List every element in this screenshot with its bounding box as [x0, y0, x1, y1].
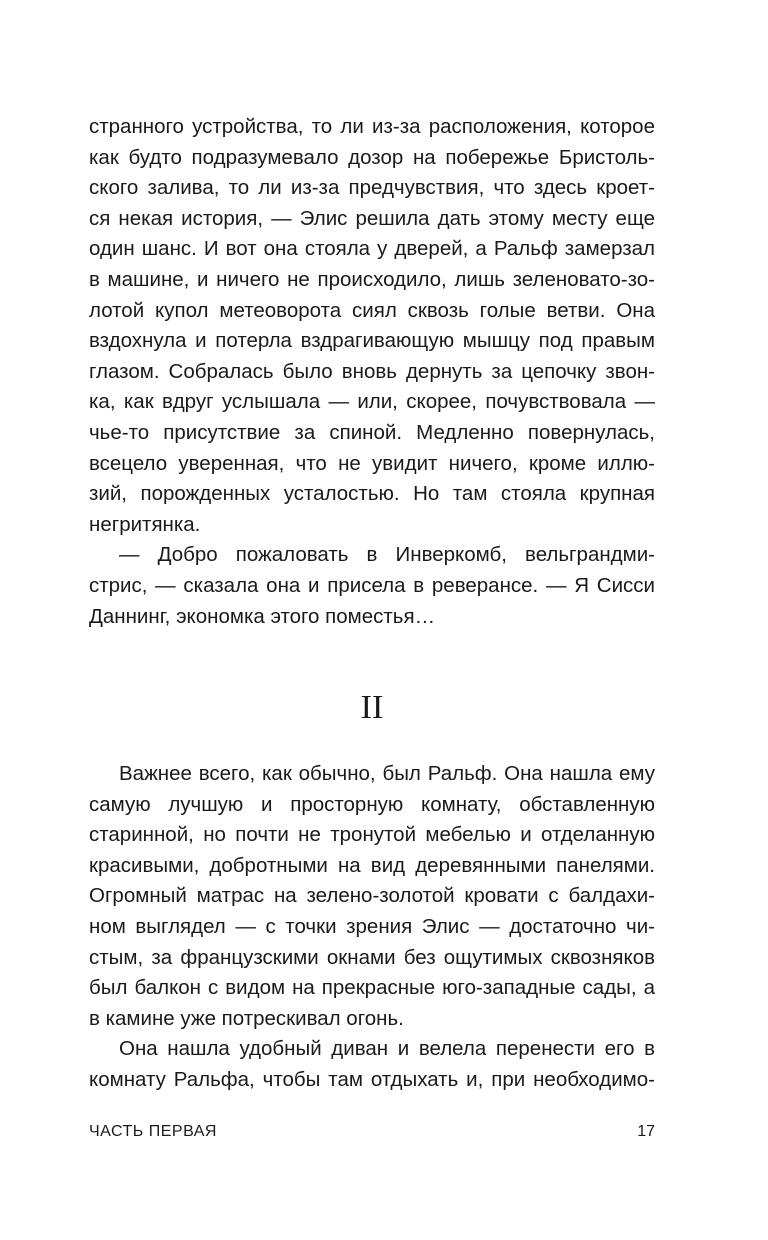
text-block-2: [89, 759, 655, 1096]
text-line: вздохнула и потерла вздрагивающую мышцу под правым: [89, 329, 655, 353]
text-line: в камине уже потрескивал огонь.: [89, 1006, 404, 1030]
running-footer-section: ЧАСТЬ ПЕРВАЯ: [89, 1123, 217, 1140]
text-line: один шанс. И вот она стояла у дверей, а Ральф замерзал: [89, 237, 655, 261]
text-line: зий, порожденных усталостью. Но там стояла крупная: [89, 482, 655, 506]
text-line: Важнее всего, как обычно, был Ральф. Она нашла ему: [119, 762, 655, 785]
text-line: в машине, и ничего не происходило, лишь зеленовато-зо-: [89, 267, 655, 291]
text-line: негритянка.: [89, 512, 201, 536]
page-footer: [89, 1120, 655, 1144]
text-line: глазом. Собралась было вновь дернуть за цепочку звон-: [89, 359, 655, 383]
text-line: старинной, но почти не тронутой мебелью и отделанную: [89, 823, 655, 847]
text-line: самую лучшую и просторную комнату, обставленную: [89, 792, 655, 816]
text-line: стым, за французскими окнами без ощутимых сквозняков: [89, 945, 655, 969]
text-line: ся некая история, — Элис решила дать этому месту еще: [89, 206, 655, 230]
chapter-heading: II: [360, 689, 384, 726]
text-line: лотой купол метеоворота сиял сквозь голые ветви. Она: [89, 298, 655, 322]
page-number: 17: [637, 1123, 655, 1140]
text-line: ского залива, то ли из-за предчувствия, что здесь кроет-: [89, 176, 655, 200]
text-line: Огромный матрас на зелено-золотой кровати с балдахи-: [89, 884, 655, 908]
text-line: комнату Ральфа, чтобы там отдыхать и, при необходимо-: [89, 1067, 655, 1091]
text-line: Она нашла удобный диван и велела перенести его в: [119, 1037, 655, 1061]
text-line: как будто подразумевало дозор на побережье Бристоль-: [89, 145, 655, 169]
text-line: чье-то присутствие за спиной. Медленно повернулась,: [89, 420, 655, 444]
text-line: всецело уверенная, что не увидит ничего, кроме иллю-: [89, 451, 655, 475]
text-line: ном выглядел — с точки зрения Элис — достаточно чи-: [89, 914, 655, 938]
text-line: был балкон с видом на прекрасные юго-западные сады, а: [89, 976, 655, 1000]
text-line: красивыми, добротными на вид деревянными панелями.: [89, 853, 655, 877]
text-line: ка, как вдруг услышала — или, скорее, почувствовала —: [89, 390, 655, 414]
text-block-1: [89, 112, 655, 632]
dialogue-line: стрис, — сказала она и присела в реверансе. — Я Сисси: [89, 573, 655, 597]
dialogue-line: — Добро пожаловать в Инверкомб, вельграндми-: [119, 543, 655, 567]
text-line: странного устройства, то ли из-за расположения, которое: [89, 115, 655, 138]
dialogue-line: Даннинг, экономка этого поместья…: [89, 604, 436, 628]
